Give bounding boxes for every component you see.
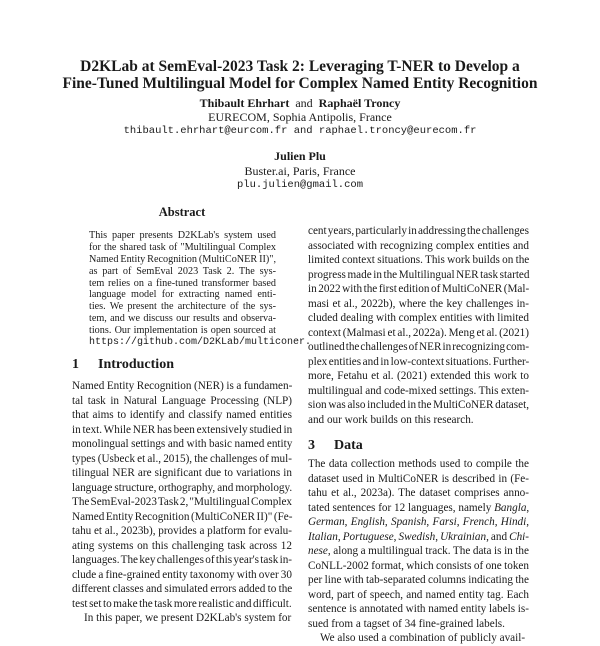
abstract-url[interactable]: https://github.com/D2KLab/multiconer. <box>89 337 312 349</box>
text-line: tal task in Natural Language Processing (NLP) <box>72 394 292 407</box>
section-heading-data <box>308 435 529 457</box>
text-segment: The data collection methods used to compile the <box>308 458 529 470</box>
italic-language-name: nese <box>308 545 328 557</box>
left-column <box>72 205 312 626</box>
text-line: types (Usbeck et al., 2015), the challenges of mul- <box>72 452 292 465</box>
italic-language-name: Swedish <box>398 530 436 543</box>
text-line: test set to make the task more realistic and difficult. <box>72 597 292 610</box>
text-line: Named Entity Recognition (MultiCoNER II)" (Fe- <box>72 510 293 523</box>
text-line <box>308 602 529 617</box>
text-line: different classes and simulated errors added to the <box>72 583 293 596</box>
italic-language-name: English <box>350 516 385 528</box>
text-segment: tahu et al., 2023a). The dataset comprises anno- <box>308 487 529 499</box>
text-line: in 2022 with the first edition of MultiCoNER (Mal- <box>308 283 530 295</box>
text-segment: dataset used in MultiCoNER is described in (Fe- <box>308 472 529 485</box>
section-number: 3 <box>308 438 315 453</box>
text-segment: , <box>337 530 343 543</box>
italic-language-name: French <box>462 516 495 528</box>
author-name: Julien Plu <box>274 149 326 163</box>
text-line <box>308 501 529 516</box>
italic-language-name: Hindi <box>500 516 527 528</box>
text-line <box>308 515 529 530</box>
italic-language-name: Ukrainian <box>440 530 487 543</box>
text-line: multilingual and code-mixed settings. This exten- <box>308 384 530 397</box>
text-line: clude a fine-grained entity taxonomy with over 30 <box>72 568 292 581</box>
author-names <box>0 97 600 110</box>
text-line: as part of SemEval 2023 Task 2. The sys- <box>89 265 276 277</box>
text-segment: sued from a tagset of 34 fine-grained labels. <box>308 617 505 630</box>
italic-language-name: Chi- <box>509 530 530 543</box>
text-segment: , <box>526 516 530 528</box>
text-segment: , <box>435 530 441 543</box>
italic-language-name: Bangla <box>494 501 527 514</box>
text-line: progress made in the Multilingual NER task started <box>308 268 530 281</box>
text-line: associated with recognizing complex entities and <box>308 239 529 252</box>
text-line: cluded dealing with complex entities with limited <box>308 312 529 324</box>
text-line: outlined the challenges of NER in recognizing com- <box>308 341 530 353</box>
text-line: Named Entity Recognition (NER) is a fundamen- <box>72 380 293 393</box>
text-segment: CoNLL-2002 format, which consists of one token <box>308 559 529 572</box>
italic-language-name: Italian <box>308 530 338 543</box>
text-line <box>308 544 529 559</box>
text-line <box>308 573 529 588</box>
text-line: that aims to identify and classify named entities <box>72 409 292 422</box>
text-segment: tated sentences for 12 languages, namely <box>308 501 495 514</box>
text-line: This paper presents D2KLab's system used <box>89 230 276 241</box>
text-line: limited context situations. This work builds on the <box>308 254 530 266</box>
author-conjunction: and <box>295 96 313 110</box>
text-line <box>308 457 529 472</box>
text-line: in text. While NER has been extensively studied in <box>72 423 293 436</box>
text-line: more, Fetahu et al. (2021) extended this work to <box>308 370 529 382</box>
paper-title-line-2: Fine-Tuned Multilingual Model for Complex Named Entity Recognition <box>62 75 538 92</box>
text-line <box>308 472 529 487</box>
author-email: plu.julien@gmail.com <box>236 179 364 191</box>
data-body <box>308 457 529 631</box>
text-line: ties. We present the architecture of the sys- <box>89 301 276 313</box>
italic-language-name: Spanish <box>390 516 427 528</box>
text-segment: per line with tab-separated columns indicating the <box>308 574 529 586</box>
section-title: Introduction <box>98 357 174 373</box>
abstract-heading: Abstract <box>158 205 206 219</box>
author-affiliation: Buster.ai, Paris, France <box>244 164 356 178</box>
right-column <box>308 224 529 646</box>
text-line: The SemEval-2023 Task 2, "Multilingual Complex <box>72 496 292 509</box>
text-line <box>308 559 529 574</box>
text-segment: , <box>526 501 530 514</box>
text-line: Named Entity Recognition (MultiCoNER II)", <box>89 253 276 265</box>
text-line: monolingual settings and with basic named entity <box>72 438 293 451</box>
text-segment: , <box>456 516 463 528</box>
text-line: cent years, particularly in addressing the challenges <box>308 225 529 237</box>
text-line: tilingual NER are significant due to variations in <box>72 467 292 480</box>
text-line: sion was also included in the MultiCoNER dataset, <box>308 399 529 411</box>
text-line: We also used a combination of publicly avail- <box>320 632 526 644</box>
text-line: In this paper, we present D2KLab's system for <box>84 612 292 625</box>
text-segment: , <box>393 530 399 543</box>
text-line: tions. Our implementation is open sourced at <box>89 325 276 337</box>
text-line: masi et al., 2022b), where the key challenges in- <box>308 297 529 310</box>
italic-language-name: German <box>308 516 345 528</box>
text-line: tem, and we discuss our results and observa- <box>89 313 276 325</box>
text-segment: , <box>494 516 501 528</box>
text-line: ating systems on this challenging task across 12 <box>72 539 292 552</box>
abstract-body <box>89 230 276 337</box>
text-line <box>308 617 529 632</box>
text-line: and our work builds on this research. <box>308 413 474 426</box>
text-segment: , and <box>486 530 510 543</box>
text-segment: , <box>344 516 351 528</box>
author-affiliation: EURECOM, Sophia Antipolis, France <box>208 110 392 124</box>
italic-language-name: Portuguese <box>342 530 394 543</box>
section-title: Data <box>334 438 363 453</box>
text-segment: word, part of speech, and named entity tag. Each <box>308 588 529 601</box>
text-line: tem relies on a fine-tuned transformer based <box>89 277 276 289</box>
text-segment: , along a multilingual track. The data is in the <box>327 545 529 557</box>
text-line: for the shared task of "Multilingual Complex <box>89 241 276 253</box>
related-work-body <box>308 224 529 413</box>
italic-language-name: Farsi <box>432 516 457 528</box>
text-line: language structure, orthography, and morphology. <box>72 481 293 494</box>
author-name: Raphaël Troncy <box>318 96 401 110</box>
text-segment: , <box>384 516 391 528</box>
text-line <box>308 530 529 545</box>
text-line: languages. The key challenges of this year's task in- <box>72 554 293 567</box>
text-line: context (Malmasi et al., 2022a). Meng et al. (2021) <box>308 326 529 339</box>
paper-title-line-1: D2KLab at SemEval-2023 Task 2: Leveraging T-NER to Develop a <box>80 58 520 75</box>
introduction-body <box>72 379 292 611</box>
section-number: 1 <box>72 357 79 373</box>
text-line <box>308 486 529 501</box>
text-segment: sentence is annotated with named entity labels is- <box>308 603 529 615</box>
text-line: plex entities and in low-context situations. Further- <box>308 355 530 368</box>
text-segment: , <box>426 516 433 528</box>
text-line: tahu et al., 2023b), provides a platform for evalu- <box>72 525 292 538</box>
text-line: language model for extracting named enti- <box>89 289 276 301</box>
section-heading-introduction <box>72 357 292 379</box>
author-emails: thibault.ehrhart@eurcom.fr and raphael.troncy@eurecom.fr <box>123 125 477 137</box>
author-name: Thibault Ehrhart <box>199 96 290 110</box>
